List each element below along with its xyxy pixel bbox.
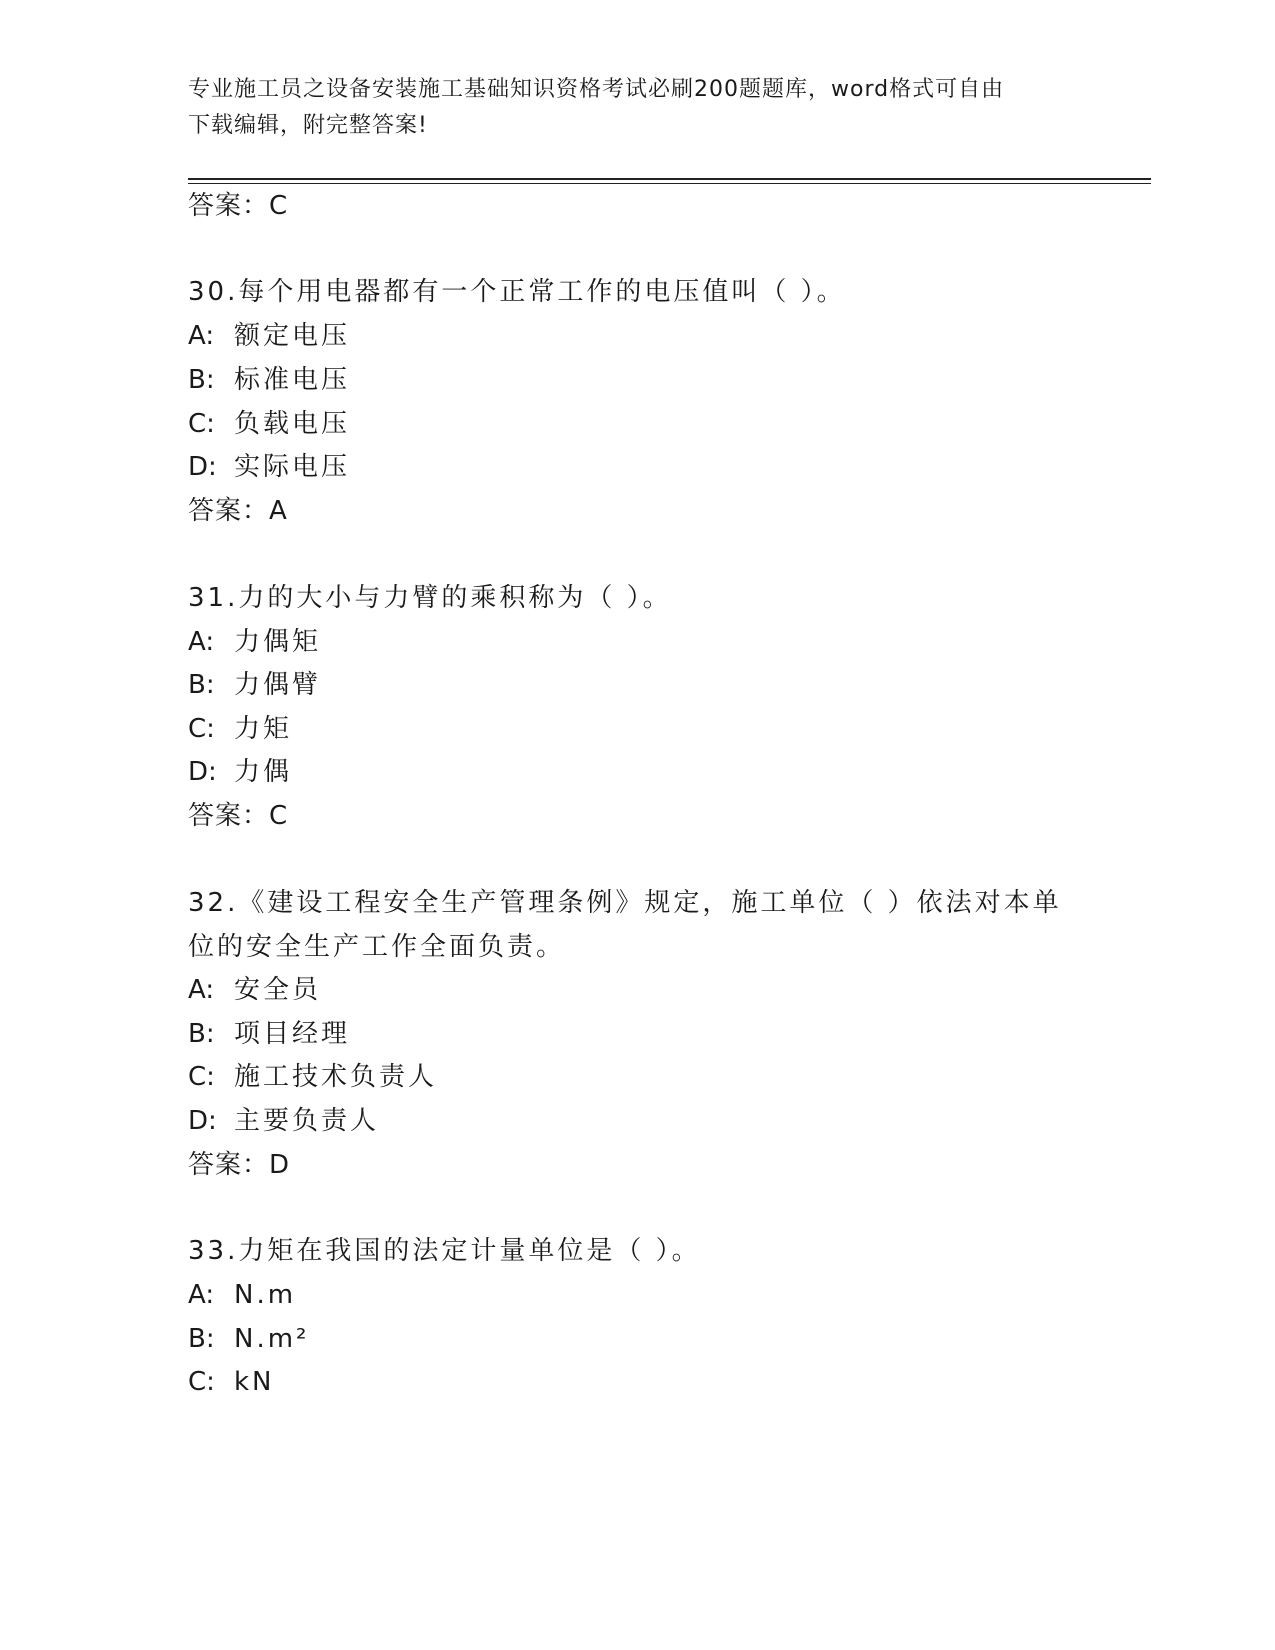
previous-answer: 答案：C [188,191,289,221]
option-letter: A: [188,321,215,351]
question-30-stem: 30.每个用电器都有一个正常工作的电压值叫（ ）。 [188,277,846,307]
question-31-stem: 31.力的大小与力臂的乘积称为（ ）。 [188,583,672,613]
option-text: 力矩 [234,714,293,744]
question-33-option-b [188,1321,309,1357]
option-text: 力偶臂 [234,670,322,700]
question-33-stem: 33.力矩在我国的法定计量单位是（ ）。 [188,1236,701,1266]
option-letter: A: [188,1280,215,1310]
option-letter: D: [188,452,217,482]
question-32-stem-line-1: 32.《建设工程安全生产管理条例》规定，施工单位（ ）依法对本单 [188,888,1062,918]
option-text: 力偶 [234,757,293,787]
option-letter: C: [188,1367,215,1397]
question-32-option-a [188,972,321,1008]
option-text: 安全员 [234,975,322,1005]
option-text: 标准电压 [234,365,351,395]
option-letter: D: [188,757,217,787]
option-text: N.m [234,1280,297,1310]
option-text: 实际电压 [234,452,351,482]
header-divider-thin [188,183,1151,184]
option-letter: C: [188,1062,215,1092]
header-line-1: 专业施工员之设备安装施工基础知识资格考试必刷200题题库，word格式可自由 [188,77,1005,102]
question-31-option-a [188,624,321,660]
option-text: 额定电压 [234,321,351,351]
header-line-2: 下载编辑，附完整答案! [188,113,428,138]
question-32-option-b [188,1016,350,1052]
option-letter: C: [188,714,215,744]
option-letter: B: [188,1019,215,1049]
question-32-option-c [188,1059,437,1095]
option-text: 施工技术负责人 [234,1062,438,1092]
header-divider-thick [188,178,1151,180]
question-31-option-d [188,754,292,790]
option-text: 主要负责人 [234,1106,380,1136]
option-text: 力偶矩 [234,627,322,657]
question-31-answer: 答案：C [188,801,289,831]
question-32-answer: 答案：D [188,1150,291,1180]
question-32-option-d [188,1103,379,1139]
option-letter: A: [188,975,215,1005]
option-text: 项目经理 [234,1019,351,1049]
option-letter: B: [188,365,215,395]
option-letter: C: [188,409,215,439]
question-30-answer: 答案：A [188,496,288,526]
question-30-option-d [188,449,350,485]
question-30-option-a [188,318,350,354]
question-31-option-b [188,667,321,703]
option-letter: B: [188,670,215,700]
document-header [188,72,1068,144]
option-text: N.m² [234,1324,310,1354]
question-30-option-b [188,362,350,398]
option-text: kN [234,1367,275,1397]
option-letter: B: [188,1324,215,1354]
question-32-stem-line-2: 位的安全生产工作全面负责。 [188,932,566,962]
question-31-option-c [188,711,292,747]
question-33-option-c [188,1364,275,1400]
option-letter: D: [188,1106,217,1136]
question-30-option-c [188,406,350,442]
option-text: 负载电压 [234,409,351,439]
question-33-option-a [188,1277,296,1313]
option-letter: A: [188,627,215,657]
